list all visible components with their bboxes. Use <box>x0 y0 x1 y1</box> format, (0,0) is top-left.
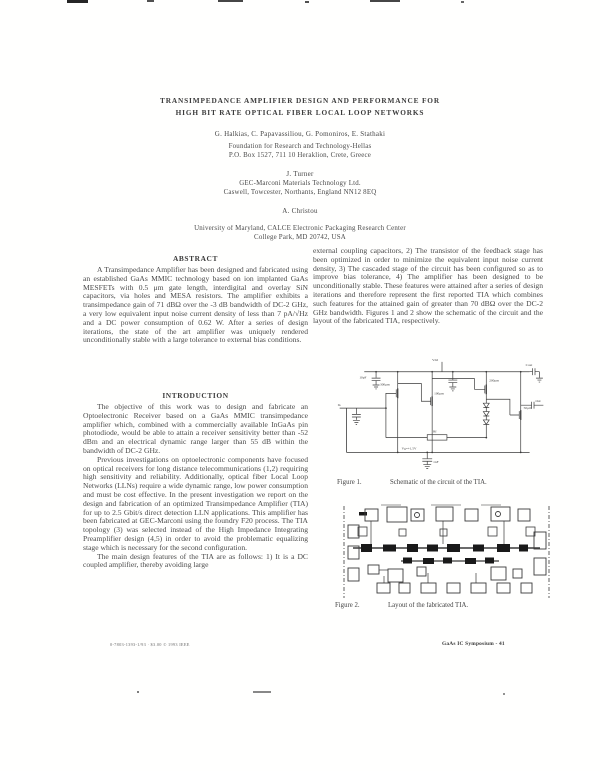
scan-artifact <box>147 0 154 2</box>
fet4-size-label: 50μm <box>523 406 532 411</box>
page-title <box>0 96 600 117</box>
affiliation-1-line-2: P.O. Box 1527, 711 10 Heraklion, Crete, Greece <box>228 152 372 159</box>
introduction-text <box>83 403 308 570</box>
affiliation-1-line-1: Foundation for Research and Technology-Hellas <box>228 143 372 150</box>
scan-artifact <box>461 1 464 3</box>
affiliation-2-line-2: Caswell, Towcester, Northants, England NN12 8EQ <box>223 189 377 196</box>
input-label: In <box>337 403 341 408</box>
scan-artifact <box>370 0 400 2</box>
authors-line: G. Halkias, C. Papavassiliou, G. Pomoniros, E. Stathaki <box>214 130 386 138</box>
fet1-size-label: 300μm <box>380 382 390 387</box>
figure2-layout <box>341 504 552 600</box>
title-line-2: HIGH BIT RATE OPTICAL FIBER LOCAL LOOP NETWORKS <box>175 107 425 117</box>
figure1-schematic <box>335 354 549 478</box>
introduction-heading: INTRODUCTION <box>162 391 229 400</box>
scan-artifact <box>218 0 243 2</box>
fet3-size-label: 200μm <box>489 378 499 383</box>
scan-artifact <box>503 693 505 695</box>
footer-copyright: 0-7803-1393-1/93 · $3.00 © 1993 IEEE <box>110 642 190 647</box>
fet2-size-label: 100μm <box>434 391 444 396</box>
feedback-resistor-label: Rf <box>433 429 437 434</box>
footer-page-label: GaAs IC Symposium - 41 <box>442 641 505 647</box>
figure1-caption-text: Schematic of the circuit of the TIA. <box>390 479 487 486</box>
figure1-caption <box>337 479 551 486</box>
figure1-label: Figure 1. <box>337 479 362 486</box>
scan-artifact <box>305 1 309 3</box>
output-label: Out <box>535 399 541 404</box>
right-column-paragraph: external coupling capacitors, 2) The transistor of the feedback stage has been optimized in order to minimize the equivalent input noise current density, 3) The cascaded stage of the circuit has been configured so as to improve bias tolerance, 4) The amplifier has been designed to be unconditionally stable. These features were attained after a series of design iterations and therefore represent the first reported TIA which combines such features for the attained gain of greater than 70 dBΩ over the DC-2 GHz bandwidth. Figures 1 and 2 show the schematic of the circuit and the layout of the fabricated TIA, respectively. <box>313 246 543 326</box>
scan-artifact <box>137 691 139 693</box>
right-column-text <box>313 247 543 326</box>
author-3: A. Christou <box>282 207 318 215</box>
figure2-caption <box>335 602 549 609</box>
cap1-label: 10pF <box>359 375 367 380</box>
gate-bias-label: Vg=+1.5V <box>401 446 417 451</box>
abstract-heading: ABSTRACT <box>172 254 219 263</box>
abstract-paragraph: A Transimpedance Amplifier has been designed and fabricated using an established GaAs MMIC technology based on ion implanted GaAs MESFETs with 0.5 μm gate length, interdigital and overlay SiN capacitors, via holes and MESA resistors. The amplifier exhibits a transimpedance gain of 71 dBΩ over the -3 dB bandwidth of DC-2 GHz, a very low equivalent input noise current density of less than 7 pA/√Hz and a DC power consumption of 0.62 W. After a series of design iterations, the state of the art amplifier was uniquely rendered unconditionally stable with a large tolerance to external bias conditions. <box>83 265 308 345</box>
cout-label: Cout <box>525 362 533 367</box>
affiliation-3-line-2: College Park, MD 20742, USA <box>254 234 346 241</box>
vdd-label: Vdd <box>432 357 439 362</box>
figure2-label: Figure 2. <box>335 602 360 609</box>
affiliation-3-line-1: University of Maryland, CALCE Electronic Packaging Research Center <box>194 225 406 232</box>
intro-paragraph-3: The main design features of the TIA are as follows: 1) It is a DC coupled amplifier, thereby avoiding large <box>83 551 308 570</box>
abstract-text <box>83 266 308 345</box>
intro-paragraph-2: Previous investigations on optoelectronic components have focused on optical receivers for long distance telecommunications (1,2) requiring high sensitivity and reliability. Additionally, optical fiber Local Loop Networks (LLNs) require a wide dynamic range, low power consumption and must be cost effective. In the present investigation we report on the design and fabrication of an optimized Transimpedance Amplifier (TIA) for up to 2.5 Gbit/s direct detection LLN applications. This amplifier has been fabricated at GEC-Marconi using the foundry F20 process. The TIA topology (3) was selected instead of the High Impedance Integrating Preamplifier design (4,5) in order to avoid the problematic equalizing stage which is necessary for the second configuration. <box>83 454 308 552</box>
bypass-cap-label: 1nF <box>433 460 439 465</box>
author-2: J. Turner <box>286 170 314 178</box>
scan-artifact <box>67 0 88 3</box>
title-line-1: TRANSIMPEDANCE AMPLIFIER DESIGN AND PERFORMANCE FOR <box>160 96 440 105</box>
intro-paragraph-1: The objective of this work was to design and fabricate an Optoelectronic Receiver based on a GaAs MMIC transimpedance amplifier which, combined with a commercially available InGaAs pin photodiode, would be able to attain a receiver sensitivity better than -52 dBm and an electrical dynamic range larger than 55 dB within the bandwidth of DC-2 GHz. <box>83 402 308 455</box>
scan-artifact <box>253 691 271 693</box>
affiliation-2-line-1: GEC-Marconi Materials Technology Ltd. <box>239 180 361 187</box>
figure2-caption-text: Layout of the fabricated TIA. <box>388 602 469 609</box>
